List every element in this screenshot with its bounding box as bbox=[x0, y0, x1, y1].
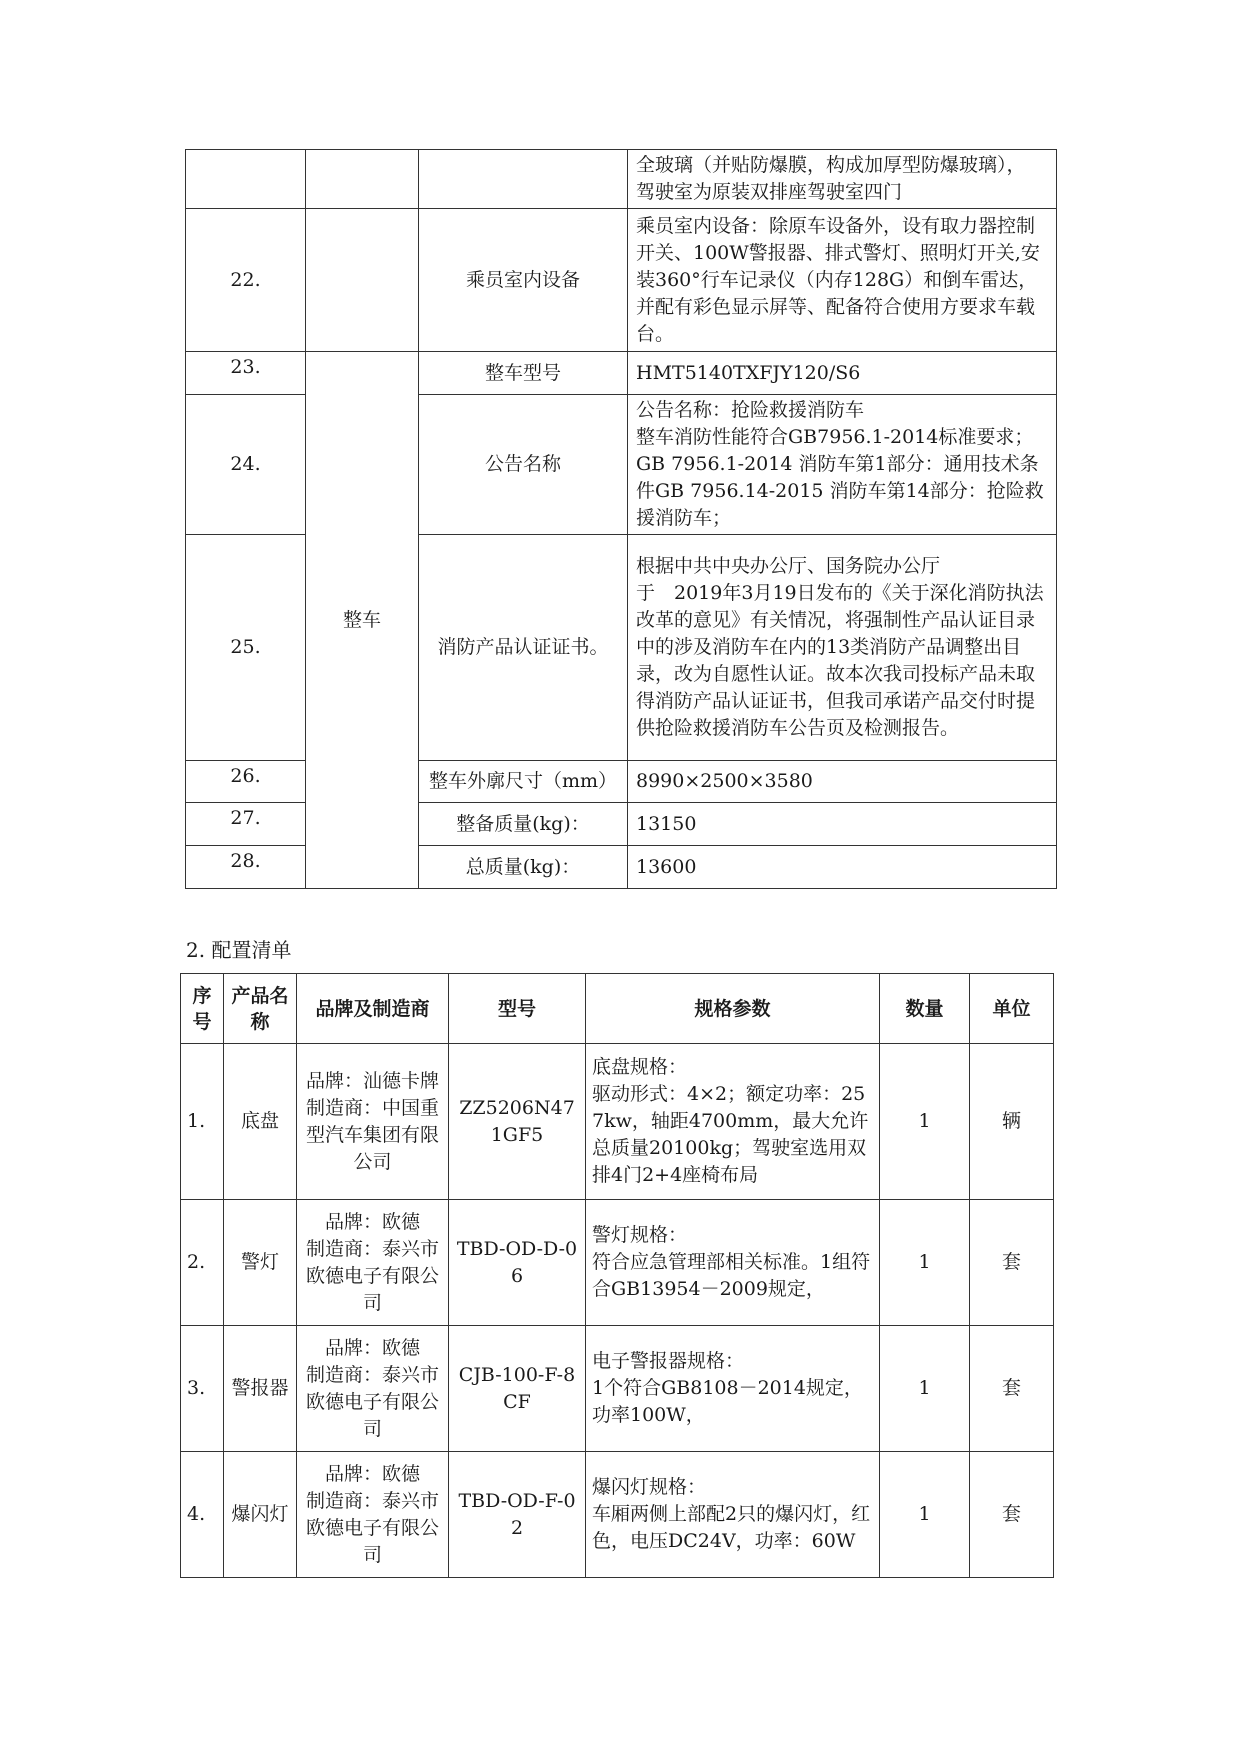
spec-desc: 13150 bbox=[628, 803, 1057, 846]
config-brand: 品牌：欧德 制造商：泰兴市欧德电子有限公司 bbox=[297, 1452, 449, 1578]
config-brand: 品牌：欧德 制造商：泰兴市欧德电子有限公司 bbox=[297, 1326, 449, 1452]
spec-item: 整备质量(kg)： bbox=[419, 803, 628, 846]
config-qty: 1 bbox=[880, 1200, 970, 1326]
header-product-name: 产品名称 bbox=[224, 974, 297, 1044]
spec-row bbox=[186, 352, 1057, 395]
config-idx: 3. bbox=[181, 1326, 224, 1452]
config-unit: 套 bbox=[970, 1326, 1054, 1452]
config-row bbox=[181, 1326, 1054, 1452]
section-heading: 2. 配置清单 bbox=[186, 938, 292, 962]
config-qty: 1 bbox=[880, 1326, 970, 1452]
config-unit: 套 bbox=[970, 1452, 1054, 1578]
spec-group-cell bbox=[306, 209, 419, 352]
config-model: ZZ5206N471GF5 bbox=[449, 1044, 586, 1200]
spec-group-label: 整车 bbox=[306, 352, 419, 889]
spec-num: 25. bbox=[186, 535, 306, 761]
config-brand: 品牌：欧德 制造商：泰兴市欧德电子有限公司 bbox=[297, 1200, 449, 1326]
header-model: 型号 bbox=[449, 974, 586, 1044]
spec-num: 24. bbox=[186, 395, 306, 535]
spec-item: 总质量(kg)： bbox=[419, 846, 628, 889]
config-header-row bbox=[181, 974, 1054, 1044]
header-unit: 单位 bbox=[970, 974, 1054, 1044]
config-name: 底盘 bbox=[224, 1044, 297, 1200]
spec-desc: 13600 bbox=[628, 846, 1057, 889]
config-spec: 警灯规格： 符合应急管理部相关标准。1组符合GB13954－2009规定， bbox=[586, 1200, 880, 1326]
spec-desc: 8990×2500×3580 bbox=[628, 761, 1057, 803]
spec-item: 公告名称 bbox=[419, 395, 628, 535]
header-seq: 序号 bbox=[181, 974, 224, 1044]
spec-desc: 全玻璃（并贴防爆膜，构成加厚型防爆玻璃）， 驾驶室为原装双排座驾驶室四门 bbox=[628, 150, 1057, 209]
spec-item: 整车外廓尺寸（mm） bbox=[419, 761, 628, 803]
header-spec: 规格参数 bbox=[586, 974, 880, 1044]
config-qty: 1 bbox=[880, 1044, 970, 1200]
config-idx: 1. bbox=[181, 1044, 224, 1200]
header-qty: 数量 bbox=[880, 974, 970, 1044]
spec-num-cell bbox=[186, 150, 306, 209]
config-qty: 1 bbox=[880, 1452, 970, 1578]
spec-num: 26. bbox=[186, 761, 306, 803]
spec-row bbox=[186, 209, 1057, 352]
spec-desc: 乘员室内设备：除原车设备外，设有取力器控制开关、100W警报器、排式警灯、照明灯开关,安装360°行车记录仪（内存128G）和倒车雷达，并配有彩色显示屏等、配备符合使用方要求车载台。 bbox=[628, 209, 1057, 352]
config-spec: 爆闪灯规格： 车厢两侧上部配2只的爆闪灯，红色，电压DC24V，功率：60W bbox=[586, 1452, 880, 1578]
spec-item: 整车型号 bbox=[419, 352, 628, 395]
config-unit: 套 bbox=[970, 1200, 1054, 1326]
config-name: 警灯 bbox=[224, 1200, 297, 1326]
config-name: 警报器 bbox=[224, 1326, 297, 1452]
config-idx: 4. bbox=[181, 1452, 224, 1578]
spec-desc: HMT5140TXFJY120/S6 bbox=[628, 352, 1057, 395]
config-unit: 辆 bbox=[970, 1044, 1054, 1200]
config-row bbox=[181, 1452, 1054, 1578]
spec-desc: 公告名称：抢险救援消防车 整车消防性能符合GB7956.1-2014标准要求；GB 7956.1-2014 消防车第1部分：通用技术条件GB 7956.14-2015 消防车第14部分：抢险救援消防车； bbox=[628, 395, 1057, 535]
header-brand: 品牌及制造商 bbox=[297, 974, 449, 1044]
spec-item: 消防产品认证证书。 bbox=[419, 535, 628, 761]
spec-item: 乘员室内设备 bbox=[419, 209, 628, 352]
spec-desc: 根据中共中央办公厅、国务院办公厅 于 2019年3月19日发布的《关于深化消防执法改革的意见》有关情况，将强制性产品认证目录中的涉及消防车在内的13类消防产品调整出目录，改为自愿性认证。故本次我司投标产品未取得消防产品认证证书，但我司承诺产品交付时提供抢险救援消防车公告页及检测报告。 bbox=[628, 535, 1057, 761]
spec-row-continued bbox=[186, 150, 1057, 209]
config-row bbox=[181, 1044, 1054, 1200]
spec-num: 28. bbox=[186, 846, 306, 889]
config-spec: 底盘规格： 驱动形式：4×2；额定功率：257kw，轴距4700mm，最大允许总质量20100kg；驾驶室选用双排4门2+4座椅布局 bbox=[586, 1044, 880, 1200]
spec-num: 27. bbox=[186, 803, 306, 846]
config-model: TBD-OD-F-02 bbox=[449, 1452, 586, 1578]
config-spec: 电子警报器规格： 1个符合GB8108－2014规定，功率100W， bbox=[586, 1326, 880, 1452]
config-name: 爆闪灯 bbox=[224, 1452, 297, 1578]
config-model: TBD-OD-D-06 bbox=[449, 1200, 586, 1326]
spec-num: 23. bbox=[186, 352, 306, 395]
config-list-table bbox=[180, 973, 1054, 1578]
config-brand: 品牌：汕德卡牌 制造商：中国重型汽车集团有限公司 bbox=[297, 1044, 449, 1200]
config-idx: 2. bbox=[181, 1200, 224, 1326]
spec-item-cell bbox=[419, 150, 628, 209]
vehicle-spec-table bbox=[185, 149, 1057, 889]
config-row bbox=[181, 1200, 1054, 1326]
spec-group-cell bbox=[306, 150, 419, 209]
spec-num: 22. bbox=[186, 209, 306, 352]
config-model: CJB-100-F-8CF bbox=[449, 1326, 586, 1452]
